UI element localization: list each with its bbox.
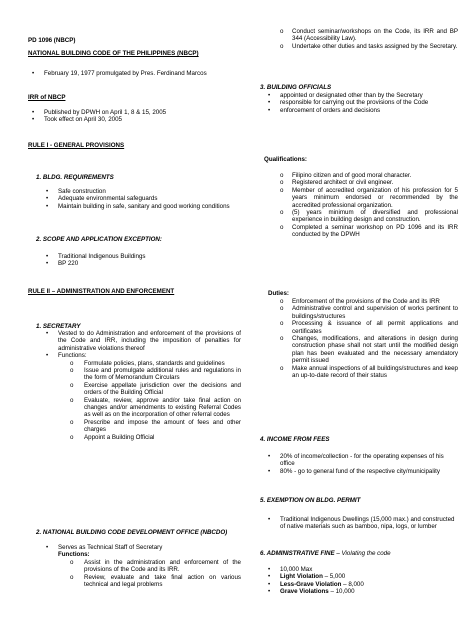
list-item: • enforcement of orders and decisions — [268, 106, 381, 114]
secretary-list — [28, 330, 241, 441]
sub-bullet-icon: o — [280, 335, 284, 343]
bullet-icon: • — [268, 588, 271, 596]
list-item: • Traditional Indigenous Dwellings (15,000 max.) and constructed of native materials such as bamboo, nipa, logs, or lumber — [268, 516, 455, 531]
list-item: • Safe construction — [46, 188, 106, 195]
sub-bullet-icon: o — [280, 209, 284, 217]
officials-list — [258, 92, 458, 114]
list-item: o Issue and promulgate additional rules and regulations in the form of Memorandum Circulars — [70, 367, 241, 382]
sub-bullet-icon: o — [280, 172, 284, 179]
bullet-icon: • — [46, 260, 49, 268]
list-item: o Enforcement of the provisions of the Code and its IRR — [280, 298, 440, 305]
sub-bullet-icon: o — [70, 433, 74, 441]
list-item: o Formulate policies, plans, standards and guidelines — [70, 359, 225, 367]
sub-bullet-icon: o — [70, 359, 74, 367]
nbcdo-functions-cont-list — [258, 28, 458, 50]
bullet-icon: • — [32, 109, 35, 116]
scope-heading: 2. SCOPE AND APPLICATION EXCEPTION: — [36, 236, 162, 243]
list-item: • February 19, 1977 promulgated by Pres. Ferdinand Marcos — [32, 70, 207, 77]
list-item: • Adequate environmental safeguards — [46, 195, 158, 203]
list-item: • Vested to do Administration and enforcement of the provisions of the Code and IRR, including the imposition of penalties for administrative violations thereof — [46, 330, 241, 352]
list-item: • Maintain building in safe, sanitary and good working conditions — [46, 202, 230, 210]
bullet-icon: • — [268, 516, 271, 523]
list-item: • Less-Grave Violation – 8,000 — [268, 580, 364, 588]
bullet-icon: • — [268, 99, 271, 107]
list-item: • Traditional Indigenous Buildings — [46, 253, 146, 260]
list-item: • 20% of income/collection - for the operating expenses of his office — [268, 453, 444, 468]
nbcp-list — [28, 70, 241, 77]
sub-bullet-icon: o — [280, 28, 284, 35]
list-item: o Filipino citizen and of good moral character. — [280, 172, 412, 179]
sub-bullet-icon: o — [280, 186, 284, 194]
list-item: • Functions: — [46, 352, 87, 360]
bullet-icon: • — [32, 70, 35, 77]
income-list — [258, 453, 458, 475]
bullet-icon: • — [46, 544, 49, 551]
sub-bullet-icon: o — [280, 364, 284, 372]
duties-list — [258, 298, 458, 379]
list-item: o Processing & issuance of all permit applications and certificates — [280, 320, 458, 335]
sub-bullet-icon: o — [70, 367, 74, 375]
income-heading: 4. INCOME FROM FEES — [260, 436, 330, 443]
sub-bullet-icon: o — [280, 179, 284, 187]
list-item: • responsible for carrying out the provisions of the Code — [268, 99, 429, 107]
bullet-icon: • — [268, 573, 271, 581]
nbcp-heading: NATIONAL BUILDING CODE OF THE PHILIPPINES (NBCP) — [28, 50, 199, 57]
bullet-icon: • — [32, 116, 35, 124]
bullet-icon: • — [46, 253, 49, 260]
list-item: o Completed a seminar workshop on PD 1096 and its IRR conducted by the DPWH — [280, 223, 458, 239]
fine-heading: 6. ADMINISTRATIVE FINE — [260, 550, 335, 557]
list-item: o Assist in the administration and enforcement of the provisions of the Code and its IRR. — [70, 558, 241, 574]
bullet-icon: • — [268, 106, 271, 114]
nbcdo-functions-label: Functions: — [58, 551, 90, 559]
irr-heading: IRR of NBCP — [28, 94, 66, 101]
list-item: • Took effect on April 30, 2005 — [32, 116, 122, 124]
list-item: o Undertake other duties and tasks assigned by the Secretary. — [280, 42, 458, 50]
doc-title: PD 1096 (NBCP) — [28, 37, 76, 44]
nbcdo-heading: 2. NATIONAL BUILDING CODE DEVELOPMENT OFFICE (NBCDO) — [36, 529, 228, 536]
secretary-heading: 1. SECRETARY — [36, 323, 81, 330]
rule1-heading: RULE I - GENERAL PROVISIONS — [28, 142, 125, 149]
qualifications-list — [258, 172, 458, 239]
bullet-icon: • — [268, 580, 271, 588]
duties-label: Duties: — [268, 290, 289, 297]
rule2-heading: RULE II – ADMINISTRATION AND ENFORCEMENT — [28, 288, 175, 295]
list-item: o (5) years minimum of diversified and professional experience in building design and construction. — [280, 209, 458, 224]
list-item: o Prescribe and impose the amount of fees and other charges — [70, 418, 241, 434]
bullet-icon: • — [46, 352, 49, 360]
sub-bullet-icon: o — [70, 418, 74, 426]
list-item: o Administrative control and supervision of works pertinent to buildings/structures — [280, 305, 458, 320]
sub-bullet-icon: o — [280, 305, 284, 313]
exemption-list — [258, 516, 458, 531]
officials-heading: 3. BUILDING OFFICIALS — [260, 84, 332, 91]
fine-heading-line — [260, 550, 460, 557]
bldg-req-heading: 1. BLDG. REQUIREMENTS — [36, 174, 114, 181]
sub-bullet-icon: o — [70, 558, 74, 566]
list-item: • 10,000 Max — [268, 566, 313, 573]
scope-list — [28, 253, 241, 268]
list-item: o Appoint a Building Official — [70, 433, 155, 441]
bullet-icon: • — [268, 92, 271, 99]
nbcdo-list — [28, 544, 241, 588]
list-item: o Changes, modifications, and alterations in design during construction phase shall not start until the modified design plan has been evaluated and the necessary amendatory permit issued — [280, 335, 458, 365]
sub-bullet-icon: o — [70, 396, 74, 404]
list-item: • BP 220 — [46, 260, 79, 268]
list-item: o Evaluate, review, approve and/or take final action on changes and/or amendments to existing Referral Codes as well as on the incorporation of other referral codes — [70, 396, 241, 419]
qualifications-label: Qualifications: — [264, 156, 307, 163]
list-item: • Grave Violations – 10,000 — [268, 588, 355, 596]
sub-bullet-icon: o — [280, 223, 284, 231]
list-item: • Serves as Technical Staff of Secretary — [46, 544, 163, 551]
sub-bullet-icon: o — [70, 381, 74, 389]
list-item: o Review, evaluate and take final action on various technical and legal problems — [70, 573, 241, 589]
list-item: o Registered architect or civil engineer. — [280, 179, 394, 187]
bullet-icon: • — [268, 467, 271, 475]
bullet-icon: • — [268, 566, 271, 573]
fine-heading-suffix: – Violating the code — [334, 550, 391, 557]
list-item: o Exercise appellate jurisdiction over the decisions and orders of the Building Official — [70, 381, 241, 397]
bullet-icon: • — [46, 195, 49, 203]
bullet-icon: • — [46, 330, 49, 337]
bullet-icon: • — [46, 188, 49, 195]
list-item: o Conduct seminar/workshops on the Code, its IRR and BP 344 (Accessibility Law). — [280, 28, 458, 43]
sub-bullet-icon: o — [70, 573, 74, 581]
list-item: • Light Violation – 5,000 — [268, 573, 346, 581]
fine-list — [258, 566, 458, 596]
bullet-icon: • — [46, 202, 49, 210]
list-item: • 80% - go to general fund of the respective city/municipality — [268, 467, 440, 475]
list-item: o Make annual inspections of all buildings/structures and keep an up-to-date record of their status — [280, 364, 458, 380]
sub-bullet-icon: o — [280, 298, 284, 305]
bldg-req-list — [28, 188, 241, 210]
list-item: • Published by DPWH on April 1, 8 & 15, 2005 — [32, 109, 167, 116]
sub-bullet-icon: o — [280, 42, 284, 50]
irr-list — [28, 109, 241, 124]
exemption-heading: 5. EXEMPTION ON BLDG. PERMIT — [260, 497, 361, 504]
list-item: o Member of accredited organization of his profession for 5 years minimum endorsed or recommended by the accredited professional organization. — [280, 186, 458, 209]
sub-bullet-icon: o — [280, 320, 284, 328]
list-item: • appointed or designated other than by the Secretary — [268, 92, 423, 99]
bullet-icon: • — [268, 453, 271, 460]
